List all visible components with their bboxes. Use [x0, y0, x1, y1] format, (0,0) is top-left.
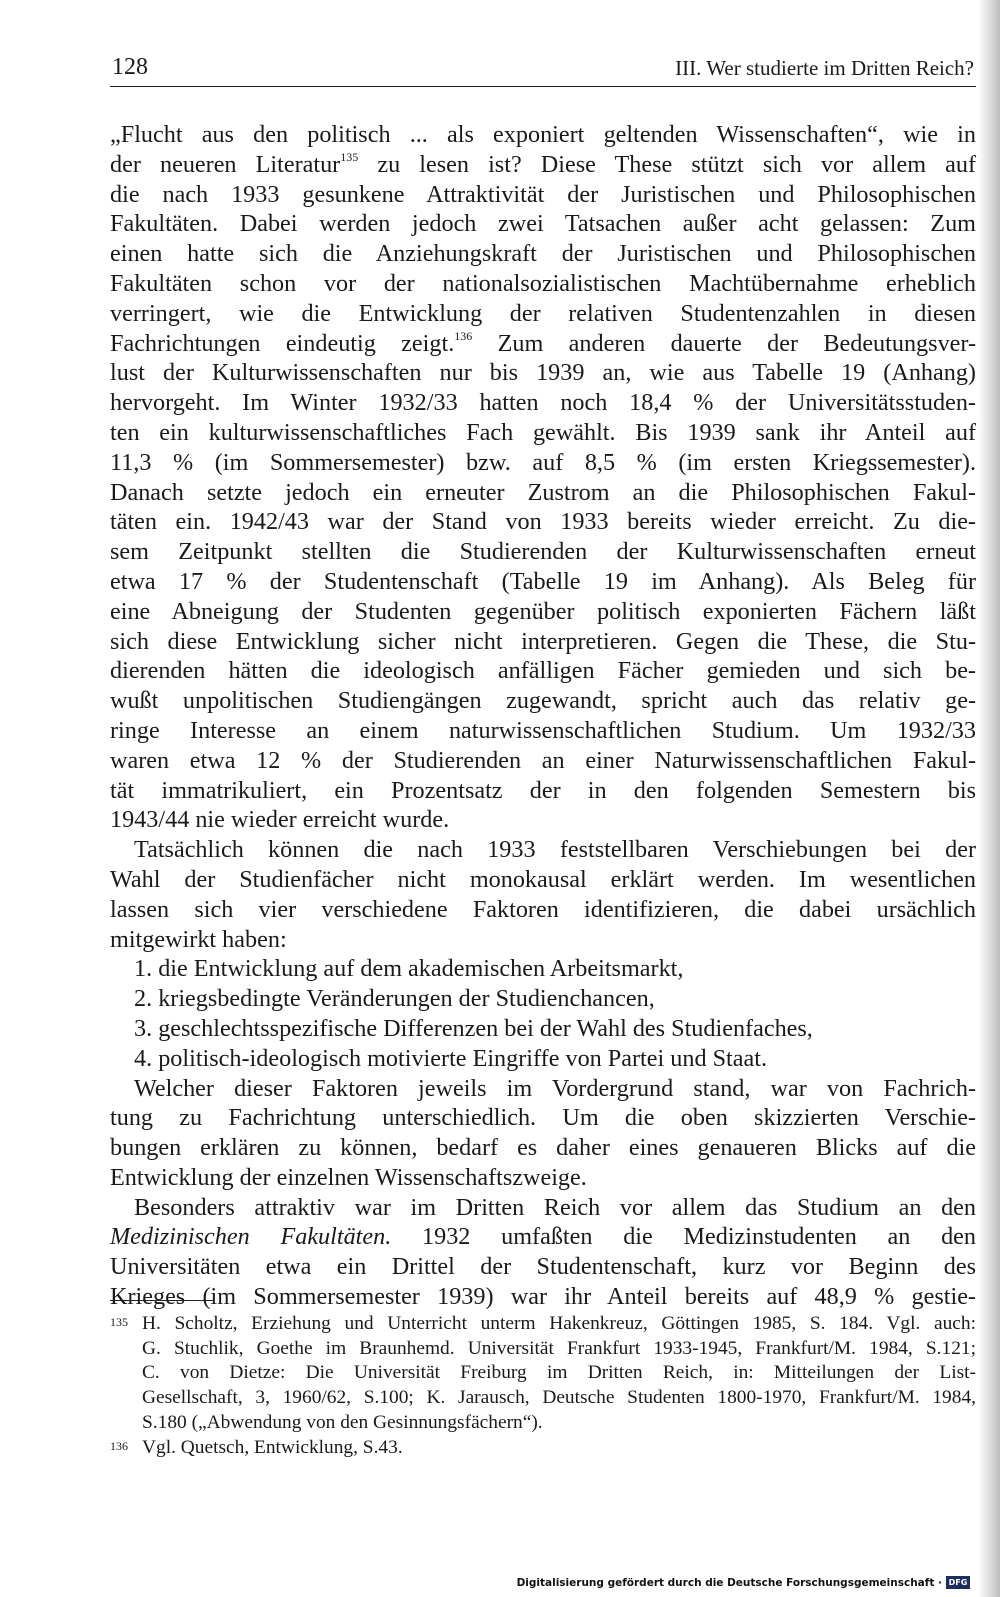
page-number: 128: [112, 54, 148, 80]
footnote-line: S.180 („Abwendung von den Gesinnungsfächern“).: [142, 1411, 543, 1433]
text-span: Fachrichtungen eindeutig zeigt.: [110, 329, 455, 357]
text-line: die nach 1933 gesunkene Attraktivität der Juristischen und Philosophischen: [110, 180, 976, 208]
footnote-ref-135: 135: [340, 149, 359, 164]
text-line: eine Abneigung der Studenten gegenüber politisch exponierten Fächern läßt: [110, 597, 976, 625]
running-header: [110, 52, 976, 87]
emphasis-text: Medizinischen Fakultäten.: [110, 1223, 392, 1251]
text-line: mitgewirkt haben:: [110, 925, 287, 953]
text-line: dierenden hätten die ideologisch anfälligen Fächer gemieden und sich be-: [110, 657, 976, 685]
digitization-credit: [517, 1576, 970, 1589]
list-item: 3. geschlechtsspezifische Differenzen bei der Wahl des Studienfaches,: [134, 1014, 813, 1042]
text-span: Zum anderen dauerte der Bedeutungsver-: [497, 329, 977, 357]
dfg-logo: DFG: [946, 1576, 970, 1589]
text-line: ringe Interesse an einem naturwissenschaftlichen Studium. Um 1932/33: [110, 716, 976, 744]
text-line: [110, 1222, 976, 1252]
text-line: 11,3 % (im Sommersemester) bzw. auf 8,5 % (im ersten Kriegssemester).: [110, 448, 976, 476]
text-line: Entwicklung der einzelnen Wissenschaftszweige.: [110, 1163, 587, 1191]
text-line: sich diese Entwicklung sicher nicht interpretieren. Gegen die These, die Stu-: [110, 627, 976, 655]
text-line: 1943/44 nie wieder erreicht wurde.: [110, 806, 450, 834]
footnote-line: H. Scholtz, Erziehung und Unterricht unterm Hakenkreuz, Göttingen 1985, S. 184. Vgl. auch:: [142, 1313, 976, 1334]
text-span: zu lesen ist? Diese These stützt sich vor allem auf: [377, 150, 977, 178]
text-span: der neueren Literatur: [110, 150, 341, 178]
footnote-number: 136: [110, 1438, 128, 1453]
text-line: „Flucht aus den politisch ... als exponiert geltenden Wissenschaften“, wie in: [110, 121, 976, 148]
running-title: III. Wer studierte im Dritten Reich?: [675, 56, 974, 80]
text-line: Tatsächlich können die nach 1933 feststellbaren Verschiebungen bei der: [134, 836, 976, 864]
text-line: Danach setzte jedoch ein erneuter Zustrom an die Philosophischen Fakul-: [110, 478, 976, 506]
text-line: etwa 17 % der Studentenschaft (Tabelle 19 im Anhang). Als Beleg für: [110, 567, 976, 595]
text-line: Fakultäten schon vor der nationalsozialistischen Machtübernahme erheblich: [110, 269, 976, 297]
text-line: bungen erklären zu können, bedarf es daher eines genaueren Blicks auf die: [110, 1134, 976, 1162]
footnote-ref-136: 136: [454, 328, 473, 343]
footnotes: [110, 1312, 976, 1460]
text-line: lassen sich vier verschiedene Faktoren identifizieren, die dabei ursächlich: [110, 895, 976, 923]
footnote-number: 135: [110, 1315, 128, 1329]
text-line: verringert, wie die Entwicklung der relativen Studentenzahlen in diesen: [110, 299, 976, 327]
main-text: [110, 120, 976, 1312]
text-line: tung zu Fachrichtung unterschiedlich. Um die oben skizzierten Verschie-: [110, 1104, 976, 1132]
footnote-separator: [110, 1300, 214, 1301]
text-line: Welcher dieser Faktoren jeweils im Vordergrund stand, war von Fachrich-: [134, 1074, 976, 1102]
text-line: [110, 329, 976, 359]
text-span: 1932 umfaßten die Medizinstudenten an den: [422, 1223, 976, 1251]
footnote-line: C. von Dietze: Die Universität Freiburg im Dritten Reich, in: Mitteilungen der List-: [142, 1362, 976, 1384]
footnote-line: Vgl. Quetsch, Entwicklung, S.43.: [142, 1436, 403, 1458]
text-line: waren etwa 12 % der Studierenden an einer Naturwissenschaftlichen Fakul-: [110, 746, 976, 774]
text-line: ten ein kulturwissenschaftliches Fach gewählt. Bis 1939 sank ihr Anteil auf: [110, 418, 976, 446]
text-line: Krieges (im Sommersemester 1939) war ihr Anteil bereits auf 48,9 % gestie-: [110, 1283, 976, 1311]
page-edge-shadow: [978, 0, 1000, 1597]
text-line: [110, 150, 976, 180]
credit-text: Digitalisierung gefördert durch die Deutsche Forschungsgemeinschaft ·: [516, 1576, 942, 1589]
text-line: täten ein. 1942/43 war der Stand von 1933 bereits wieder erreicht. Zu die-: [110, 508, 976, 536]
footnote-135: [110, 1312, 976, 1436]
list-item: 4. politisch-ideologisch motivierte Eingriffe von Partei und Staat.: [134, 1044, 768, 1072]
list-item: 1. die Entwicklung auf dem akademischen Arbeitsmarkt,: [134, 955, 684, 983]
text-line: wußt unpolitischen Studiengängen zugewandt, spricht auch das relativ ge-: [110, 687, 976, 715]
footnote-136: [110, 1436, 976, 1461]
text-line: Wahl der Studienfächer nicht monokausal erklärt werden. Im wesentlichen: [110, 865, 976, 893]
footnote-line: G. Stuchlik, Goethe im Braunhemd. Universität Frankfurt 1933-1945, Frankfurt/M. 1984, S.121;: [142, 1337, 976, 1359]
text-line: einen hatte sich die Anziehungskraft der Juristischen und Philosophischen: [110, 240, 976, 268]
footnote-line: Gesellschaft, 3, 1960/62, S.100; K. Jarausch, Deutsche Studenten 1800-1970, Frankfurt/M. 1984,: [142, 1387, 976, 1409]
text-line: lust der Kulturwissenschaften nur bis 1939 an, wie aus Tabelle 19 (Anhang): [110, 359, 976, 387]
text-line: Besonders attraktiv war im Dritten Reich vor allem das Studium an den: [134, 1193, 976, 1221]
text-line: sem Zeitpunkt stellten die Studierenden der Kulturwissenschaften erneut: [110, 538, 976, 566]
text-line: Universitäten etwa ein Drittel der Studentenschaft, kurz vor Beginn des: [110, 1253, 976, 1281]
text-line: tät immatrikuliert, ein Prozentsatz der in den folgenden Semestern bis: [110, 776, 976, 804]
list-item: 2. kriegsbedingte Veränderungen der Studienchancen,: [134, 985, 655, 1013]
text-line: Fakultäten. Dabei werden jedoch zwei Tatsachen außer acht gelassen: Zum: [110, 210, 976, 238]
text-line: hervorgeht. Im Winter 1932/33 hatten noch 18,4 % der Universitätsstuden-: [110, 389, 976, 417]
